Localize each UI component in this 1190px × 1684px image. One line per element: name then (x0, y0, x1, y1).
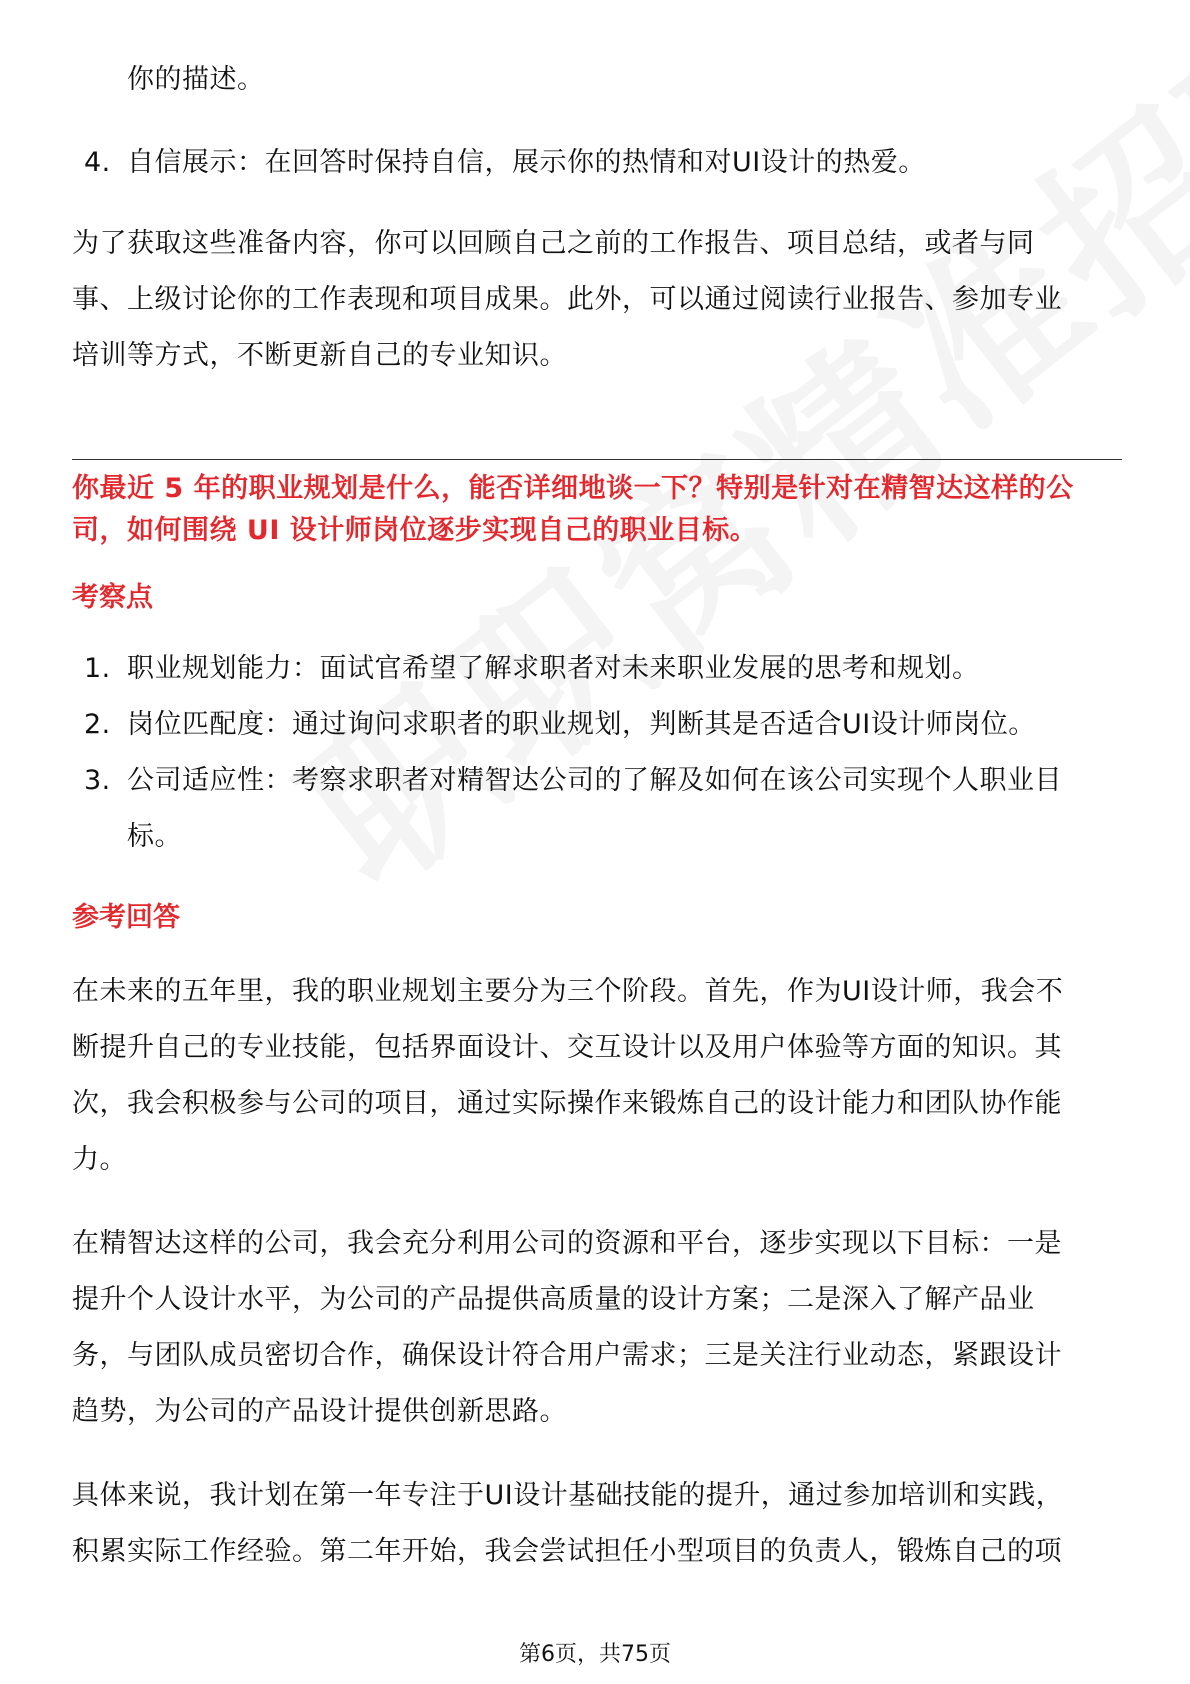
list-item-continuation (72, 809, 1122, 865)
paragraph-line: 断提升自己的专业技能，包括界面设计、交互设计以及用户体验等方面的知识。其 (72, 1032, 1062, 1063)
paragraph-line: 趋势，为公司的产品设计提供创新思路。 (72, 1396, 567, 1427)
section-divider (72, 459, 1122, 460)
kaochadian-section (72, 578, 1122, 618)
paragraph-line: 在精智达这样的公司，我会充分利用公司的资源和平台，逐步实现以下目标：一是 (72, 1228, 1062, 1259)
paragraph-line: 为了获取这些准备内容，你可以回顾自己之前的工作报告、项目总结，或者与同 (72, 228, 1035, 259)
question-line: 司，如何围绕 UI 设计师岗位逐步实现自己的职业目标。 (72, 515, 758, 546)
answer-paragraph-2 (72, 1216, 1122, 1440)
paragraph-line: 务，与团队成员密切合作，确保设计符合用户需求；三是关注行业动态，紧跟设计 (72, 1340, 1062, 1371)
paragraph-line: 培训等方式，不断更新自己的专业知识。 (72, 340, 567, 371)
kaochadian-list (72, 641, 1122, 865)
list-item (72, 697, 1122, 753)
list-number: 1. (84, 653, 111, 684)
question-line: 你最近 5 年的职业规划是什么，能否详细地谈一下？特别是针对在精智达这样的公 (72, 473, 1074, 504)
paragraph-line: 具体来说，我计划在第一年专注于UI设计基础技能的提升，通过参加培训和实践， (72, 1480, 1064, 1511)
list-number: 3. (84, 765, 111, 796)
list-number: 2. (84, 709, 111, 740)
list-text: 岗位匹配度：通过询问求职者的职业规划，判断其是否适合UI设计师岗位。 (127, 709, 1036, 740)
continuation-line: 你的描述。 (127, 64, 265, 95)
paragraph-line: 力。 (72, 1144, 127, 1175)
paragraph-line: 积累实际工作经验。第二年开始，我会尝试担任小型项目的负责人，锻炼自己的项 (72, 1536, 1062, 1567)
paragraph-line: 事、上级讨论你的工作表现和项目成果。此外，可以通过阅读行业报告、参加专业 (72, 284, 1062, 315)
list-text: 自信展示：在回答时保持自信，展示你的热情和对UI设计的热爱。 (127, 147, 926, 178)
answer-paragraph-3 (72, 1468, 1122, 1580)
section-title-answer: 参考回答 (72, 902, 180, 933)
answer-paragraph-1 (72, 964, 1122, 1188)
list-number: 4. (84, 147, 111, 178)
list-item-4 (72, 135, 1122, 191)
list-item (72, 753, 1122, 809)
continuation-block (72, 52, 1122, 108)
paragraph-line: 提升个人设计水平，为公司的产品提供高质量的设计方案；二是深入了解产品业 (72, 1284, 1035, 1315)
answer-section (72, 898, 1122, 938)
prep-paragraph (72, 216, 1122, 384)
list-item (72, 641, 1122, 697)
paragraph-line: 在未来的五年里，我的职业规划主要分为三个阶段。首先，作为UI设计师，我会不 (72, 976, 1064, 1007)
list-text: 标。 (127, 821, 182, 852)
question-heading (72, 468, 1122, 552)
paragraph-line: 次，我会积极参与公司的项目，通过实际操作来锻炼自己的设计能力和团队协作能 (72, 1088, 1062, 1119)
list-text: 公司适应性：考察求职者对精智达公司的了解及如何在该公司实现个人职业目 (127, 765, 1062, 796)
section-title-kaochadian: 考察点 (72, 582, 153, 613)
page-footer: 第6页，共75页 (519, 1642, 671, 1667)
list-text: 职业规划能力：面试官希望了解求职者对未来职业发展的思考和规划。 (127, 653, 980, 684)
